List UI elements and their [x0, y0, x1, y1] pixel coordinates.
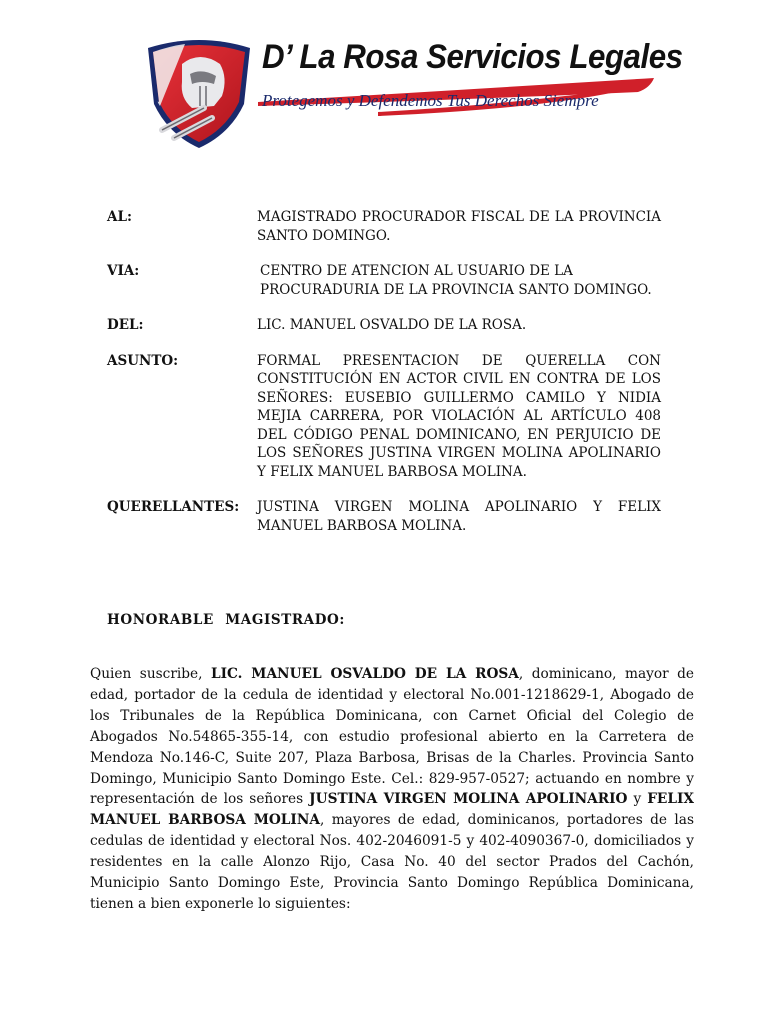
header-value: MAGISTRADO PROCURADOR FISCAL DE LA PROVINCIA SANTO DOMINGO. — [257, 209, 661, 244]
attorney-name: LIC. MANUEL OSVALDO DE LA ROSA — [210, 666, 519, 682]
header-value: JUSTINA VIRGEN MOLINA APOLINARIO Y FELIX MANUEL BARBOSA MOLINA. — [257, 499, 661, 534]
shield-knight-logo-icon — [140, 34, 258, 152]
client-name: JUSTINA VIRGEN MOLINA APOLINARIO — [309, 791, 628, 808]
body-text-segment: y — [627, 791, 648, 808]
header-label: ASUNTO: — [107, 352, 179, 369]
body-paragraph — [90, 664, 694, 915]
header-label: VIA: — [107, 263, 140, 279]
header-value: LIC. MANUEL OSVALDO DE LA ROSA. — [257, 317, 527, 333]
header-row-asunto — [107, 352, 661, 482]
header-row-querellantes — [107, 498, 661, 535]
header-value: FORMAL PRESENTACION DE QUERELLA CON CONSTITUCIÓN EN ACTOR CIVIL EN CONTRA DE LOS SEÑORES: EUSEBIO GUILLERMO CAMILO Y NIDIA MEJIA CARRERA, POR VIOLACIÓN AL ARTÍCULO 408 DEL CÓDIGO PENAL DOMINICANO, EN PERJUICIO DE LOS SEÑORES JUSTINA VIRGEN MOLINA APOLINARIO Y FELIX MANUEL BARBOSA MOLINA. — [257, 352, 661, 480]
header-row-via — [107, 262, 661, 299]
header-row-del — [107, 316, 661, 335]
firm-tagline: Protegemos y Defendemos Tus Derechos Siempre — [262, 91, 599, 110]
body-text-segment: Quien suscribe, — [90, 666, 211, 682]
client-name: FELIX MANUEL BARBOSA MOLINA — [90, 791, 694, 829]
header-value: CENTRO DE ATENCION AL USUARIO DE LA PROCURADURIA DE LA PROVINCIA SANTO DOMINGO. — [260, 263, 652, 298]
header-label: AL: — [107, 209, 132, 225]
body-text-segment: , dominicano, mayor de edad, portador de la cedula de identidad y electoral No.001-1218629-1, Abogado de los Tribunales de la República Dominicana, con Carnet Oficial del Colegio de Abogados No.54865-355-14, con estudio profesional abierto en la Carretera de Mendoza No.146-C, Suite 207, Plaza Barbosa, Brisas de la Charles. Provincia Santo Domingo, Municipio Santo Domingo Este. Cel.: 829-957-0527; actuando en nombre y representación de los señores — [90, 666, 694, 808]
memo-header — [107, 208, 661, 552]
letterhead — [140, 34, 683, 154]
salutation: HONORABLE MAGISTRADO: — [107, 612, 346, 628]
firm-name: D’ La Rosa Servicios Legales — [262, 38, 683, 76]
header-row-al — [107, 208, 661, 245]
header-label: QUERELLANTES: — [107, 499, 240, 515]
header-label: DEL: — [107, 317, 144, 333]
body-text-segment: , mayores de edad, dominicanos, portadores de las cedulas de identidad y electoral Nos. 402-2046091-5 y 402-4090367-0, domiciliados y residentes en la calle Alonzo Rijo, Casa No. 40 del sector Prados del Cachón, Municipio Santo Domingo Este, Provincia Santo Domingo República Dominicana, tienen a bien exponerle lo siguientes: — [90, 812, 694, 912]
